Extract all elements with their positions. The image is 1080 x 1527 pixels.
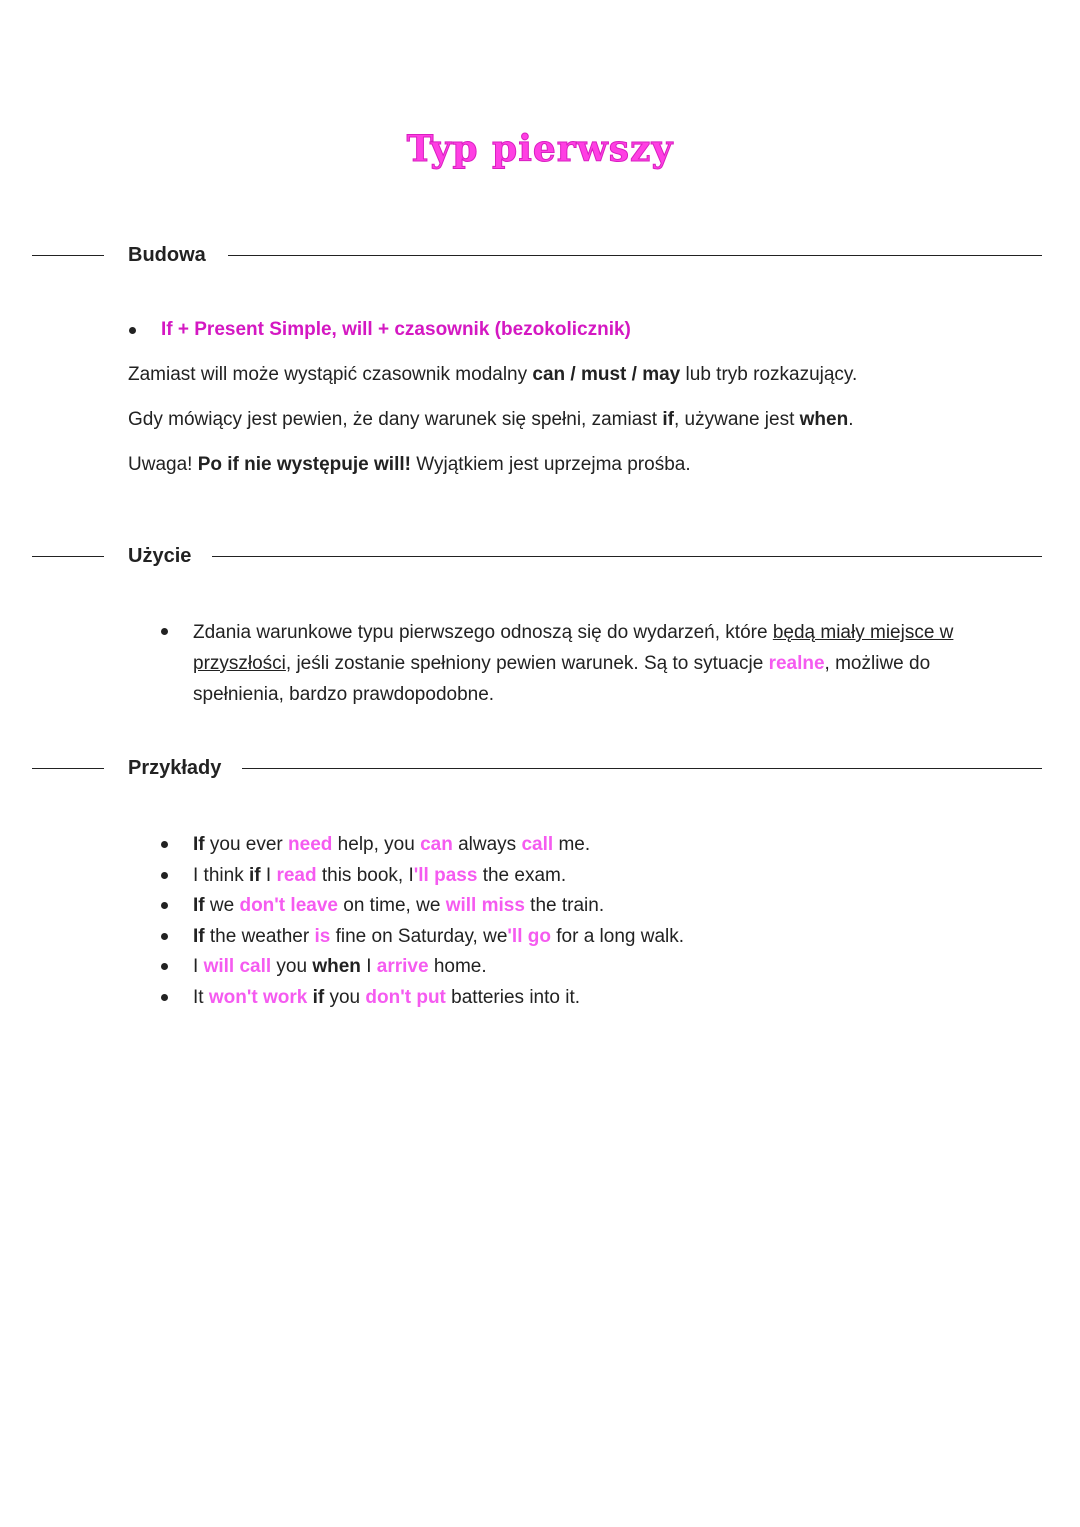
text: we — [204, 895, 240, 916]
example-item — [193, 829, 590, 860]
text: It — [193, 986, 209, 1008]
text-highlight: realne — [768, 653, 825, 674]
keyword: If — [193, 925, 205, 947]
verb-highlight: read — [276, 864, 317, 886]
text: batteries into it. — [445, 986, 581, 1008]
text: you — [271, 956, 313, 977]
bullet — [161, 902, 168, 909]
text: Gdy mówiący jest pewien, że dany warunek się spełni, zamiast — [128, 409, 663, 430]
keyword: when — [312, 956, 361, 977]
keyword: If — [193, 834, 205, 855]
text: Zamiast will może wystąpić czasownik modalny — [128, 364, 533, 385]
page-title: Typ pierwszy — [406, 128, 674, 170]
verb-highlight: don't leave — [239, 895, 338, 916]
text: . — [848, 409, 854, 430]
text: Zdania warunkowe typu pierwszego odnoszą się do wydarzeń, które — [193, 622, 773, 643]
section-title: Budowa — [128, 244, 206, 266]
text: Uwaga! — [128, 454, 198, 475]
text-underlined: będą miały miejsce w przyszłości — [193, 622, 954, 674]
text: help, you — [332, 834, 421, 855]
text: , jeśli zostanie spełniony pewien warunek. Są to sytuacje — [285, 653, 769, 674]
text: home. — [428, 956, 487, 977]
bullet — [129, 327, 136, 334]
example-item — [193, 982, 580, 1013]
text: you ever — [204, 834, 289, 855]
verb-highlight: is — [314, 925, 331, 947]
text: the exam. — [477, 864, 567, 886]
text: this book, I — [316, 864, 414, 886]
text-bold: Po if nie występuje will! — [197, 454, 411, 475]
text: the train. — [524, 895, 605, 916]
bullet — [161, 994, 168, 1001]
section-header-przyklady — [0, 753, 1080, 783]
example-item — [193, 951, 487, 982]
verb-highlight: 'll pass — [413, 864, 478, 886]
text: for a long walk. — [550, 925, 685, 947]
text: me. — [553, 834, 591, 855]
usage-paragraph — [193, 617, 973, 710]
text: on time, we — [337, 895, 446, 916]
verb-highlight: can — [420, 834, 453, 855]
verb-highlight: need — [288, 834, 333, 855]
text: the weather — [204, 925, 315, 947]
text: , możliwe do spełnienia, bardzo prawdopodobne. — [193, 653, 931, 705]
bullet — [161, 963, 168, 970]
verb-highlight: will miss — [445, 895, 525, 916]
text: I think — [193, 864, 249, 886]
verb-highlight: will call — [203, 956, 272, 977]
section-header-uzycie — [0, 541, 1080, 571]
example-item — [193, 860, 566, 891]
section-title: Użycie — [128, 545, 192, 567]
divider — [228, 255, 1042, 256]
divider — [212, 556, 1042, 557]
verb-highlight: arrive — [376, 956, 429, 977]
verb-highlight: call — [521, 834, 554, 855]
divider — [32, 768, 104, 769]
divider — [242, 768, 1042, 769]
example-item — [193, 921, 684, 952]
text: Wyjątkiem jest uprzejma prośba. — [410, 454, 691, 475]
text: I — [360, 956, 377, 977]
formula: If + Present Simple, will + czasownik (bezokolicznik) — [161, 319, 631, 340]
bullet — [161, 872, 168, 879]
paragraph — [128, 361, 857, 389]
bullet — [161, 933, 168, 940]
keyword: If — [193, 895, 205, 916]
paragraph — [128, 451, 691, 479]
text: lub tryb rozkazujący. — [680, 364, 858, 385]
example-item — [193, 890, 604, 921]
divider — [32, 255, 104, 256]
text: always — [452, 834, 522, 855]
text-bold: when — [799, 409, 849, 430]
text-bold: if — [662, 409, 674, 430]
bullet — [161, 628, 168, 635]
text: you — [324, 986, 366, 1008]
paragraph — [128, 406, 853, 434]
text: , używane jest — [673, 409, 800, 430]
verb-highlight: 'll go — [507, 925, 551, 947]
keyword: if — [248, 864, 261, 886]
bullet — [161, 841, 168, 848]
text: I — [193, 956, 204, 977]
verb-highlight: won't work — [208, 986, 308, 1008]
text-bold: can / must / may — [532, 364, 681, 385]
verb-highlight: don't put — [365, 986, 446, 1008]
divider — [32, 556, 104, 557]
text: I — [260, 864, 277, 886]
keyword: if — [312, 986, 325, 1008]
section-header-budowa — [0, 240, 1080, 270]
section-title: Przykłady — [128, 757, 222, 779]
text: fine on Saturday, we — [330, 925, 508, 947]
